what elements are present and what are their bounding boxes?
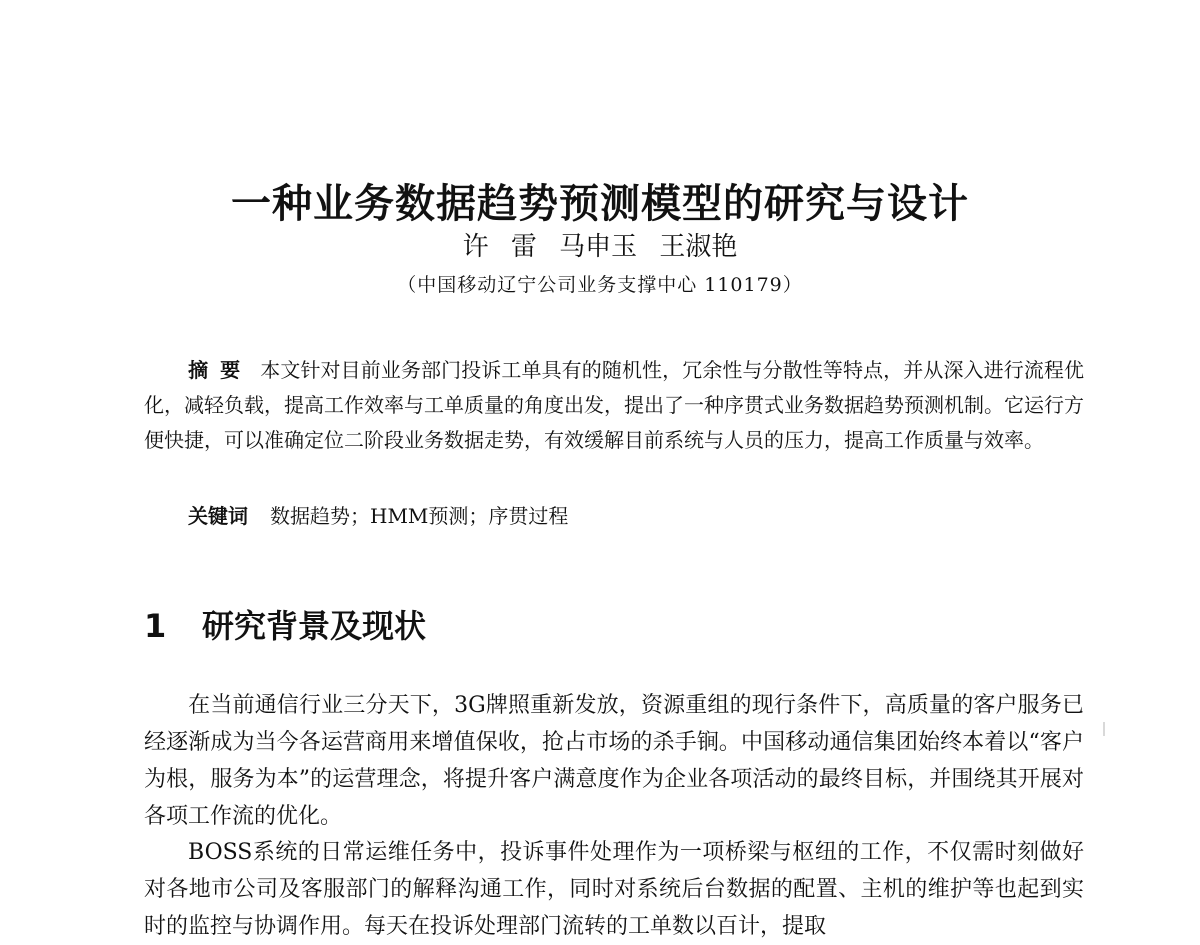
paper-title: 一种业务数据趋势预测模型的研究与设计 [231, 181, 969, 227]
author-affiliation: （中国移动辽宁公司业务支撑中心 110179） [397, 274, 803, 296]
paragraph-text: 在当前通信行业三分天下，3G牌照重新发放，资源重组的现行条件下，高质量的客户服务已经逐渐成为当今各运营商用来增值保收，抢占市场的杀手锏。中国移动通信集团始终本着以“客户为根，服务为本”的运营理念，将提升客户满意度作为企业各项活动的最终目标，并围绕其开展对各项工作流的优化。 [144, 693, 1084, 829]
keywords-text: 数据趋势；HMM预测；序贯过程 [270, 504, 569, 528]
author-list: 许 雷 马申玉 王淑艳 [462, 232, 738, 262]
section-title: 研究背景及现状 [202, 607, 427, 645]
abstract-label: 摘要 [188, 358, 253, 382]
keywords-label: 关键词 [188, 504, 248, 528]
section-heading [144, 602, 426, 650]
section-number: 1 [144, 607, 167, 645]
abstract-text: 本文针对目前业务部门投诉工单具有的随机性，冗余性与分散性等特点，并从深入进行流程优化，减轻负载，提高工作效率与工单质量的角度出发，提出了一种序贯式业务数据趋势预测机制。它运行方便快捷，可以准确定位二阶段业务数据走势，有效缓解目前系统与人员的压力，提高工作质量与效率。 [144, 358, 1085, 452]
paragraph-text: BOSS系统的日常运维任务中，投诉事件处理作为一项桥梁与枢纽的工作，不仅需时刻做好对各地市公司及客服部门的解释沟通工作，同时对系统后台数据的配置、主机的维护等也起到实时的监控与协调作用。每天在投诉处理部门流转的工单数以百计，提取 [144, 840, 1084, 939]
keywords [188, 498, 568, 534]
scan-mark [1103, 722, 1105, 736]
body-paragraph [144, 687, 1084, 835]
abstract [144, 353, 1084, 458]
body-paragraph [144, 834, 1084, 945]
